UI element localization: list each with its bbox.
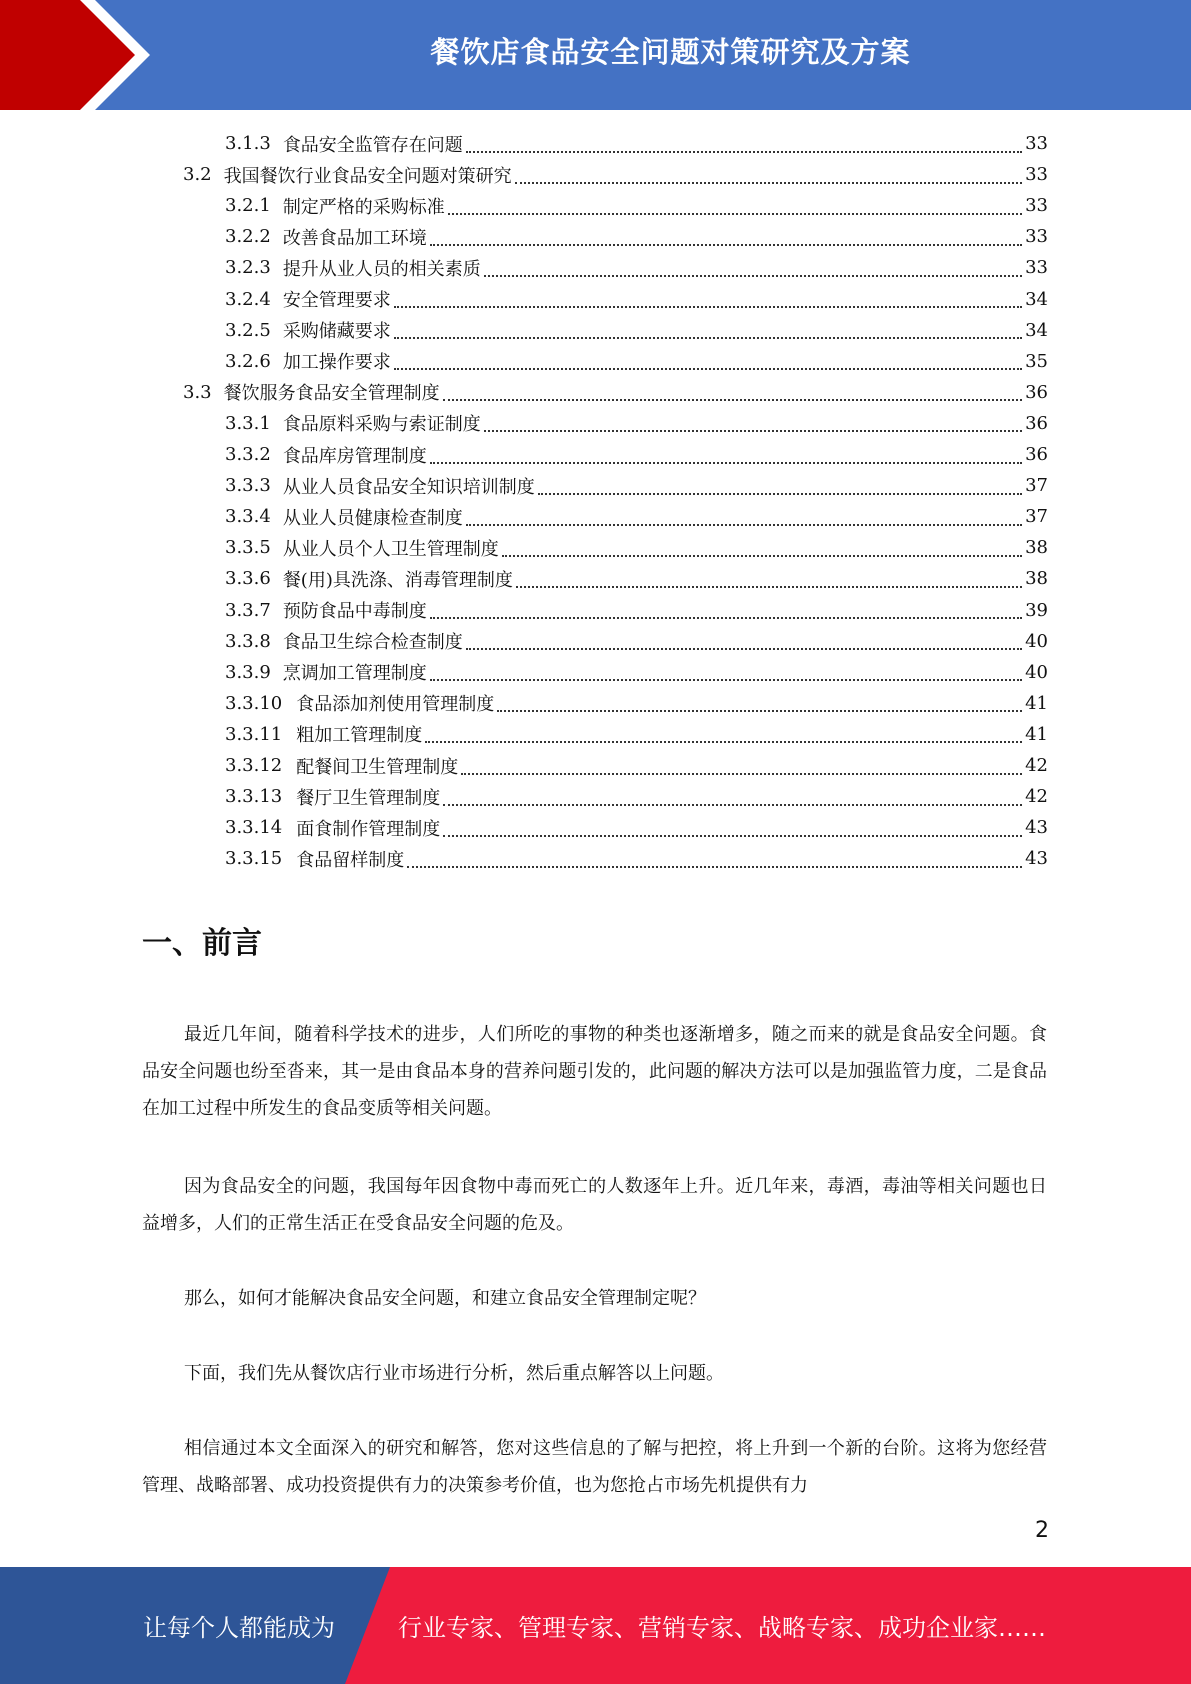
paragraph-3: 那么，如何才能解决食品安全问题，和建立食品安全管理制定呢？ <box>184 1288 706 1309</box>
toc-entry[interactable] <box>225 221 1048 252</box>
toc-leader-dots <box>443 821 1022 837</box>
toc-entry[interactable] <box>225 470 1048 501</box>
toc-entry[interactable] <box>225 501 1048 532</box>
toc-entry-page: 34 <box>1025 319 1048 341</box>
toc-leader-dots <box>466 634 1022 650</box>
toc-entry[interactable] <box>225 439 1048 470</box>
toc-entry-label: 从业人员食品安全知识培训制度 <box>282 476 535 498</box>
toc-entry-page: 33 <box>1025 226 1048 248</box>
toc-leader-dots <box>394 354 1022 370</box>
toc-leader-dots <box>430 230 1022 246</box>
toc-entry-number: 3.2.4 <box>225 288 271 310</box>
page-footer <box>0 1567 1191 1684</box>
paragraph-1: 最近几年间，随着科学技术的进步，人们所吃的事物的种类也逐渐增多，随之而来的就是食品安全问题。食品安全问题也纷至沓来，其一是由食品本身的营养问题引发的，此问题的解决方法可以是加强监管力度，二是食品在加工过程中所发生的食品变质等相关问题。 <box>142 1024 1047 1119</box>
section-heading: 一、前言 <box>142 926 262 961</box>
toc-entry-number: 3.2.3 <box>225 257 271 279</box>
toc-entry-label: 从业人员健康检查制度 <box>282 507 463 529</box>
toc-entry-number: 3.3.8 <box>225 630 271 652</box>
toc-entry[interactable] <box>225 843 1048 874</box>
toc-entry-label: 加工操作要求 <box>282 352 391 374</box>
toc-entry-number: 3.3.5 <box>225 537 271 559</box>
toc-entry-page: 42 <box>1025 786 1048 808</box>
toc-entry[interactable] <box>225 595 1048 626</box>
toc-entry-page: 43 <box>1025 848 1048 870</box>
toc-entry-page: 41 <box>1025 692 1048 714</box>
toc-entry-number: 3.3.3 <box>225 475 271 497</box>
document-title: 餐饮店食品安全问题对策研究及方案 <box>430 34 911 69</box>
toc-entry-label: 从业人员个人卫生管理制度 <box>282 538 499 560</box>
toc-entry-number: 3.3.4 <box>225 506 271 528</box>
toc-entry-page: 36 <box>1025 444 1048 465</box>
toc-entry[interactable] <box>225 563 1048 594</box>
toc-entry-page: 40 <box>1025 661 1048 683</box>
toc-entry-page: 33 <box>1025 195 1048 217</box>
toc-entry-number: 3.2.6 <box>225 350 271 372</box>
toc-entry-number: 3.2.1 <box>225 195 271 217</box>
toc-leader-dots <box>466 137 1022 153</box>
toc-entry-number: 3.3.15 <box>225 848 283 870</box>
toc-entry-page: 33 <box>1025 257 1048 279</box>
toc-leader-dots <box>516 572 1022 588</box>
toc-entry-label: 提升从业人员的相关素质 <box>282 258 481 280</box>
toc-entry-page: 39 <box>1025 599 1048 621</box>
toc-entry[interactable] <box>225 532 1048 563</box>
toc-entry-page: 35 <box>1025 350 1048 372</box>
toc-entry[interactable] <box>225 812 1048 843</box>
toc-leader-dots <box>497 696 1022 712</box>
toc-entry-number: 3.2.5 <box>225 319 271 341</box>
toc-entry[interactable] <box>225 128 1048 159</box>
toc-leader-dots <box>394 323 1022 339</box>
toc-entry-number: 3.3.14 <box>225 817 283 839</box>
toc-entry-page: 38 <box>1025 537 1048 559</box>
page-header <box>0 0 1191 110</box>
toc-entry-label: 采购储藏要求 <box>282 321 391 343</box>
toc-entry-label: 食品原料采购与索证制度 <box>282 414 481 436</box>
toc-entry[interactable] <box>225 190 1048 221</box>
toc-leader-dots <box>430 603 1022 619</box>
toc-entry-label: 配餐间卫生管理制度 <box>296 756 459 778</box>
toc-leader-dots <box>407 852 1022 868</box>
toc-entry[interactable] <box>183 377 1048 408</box>
toc-entry-number: 3.3.10 <box>225 692 283 714</box>
toc-entry-page: 43 <box>1025 817 1048 839</box>
toc-entry[interactable] <box>225 626 1048 657</box>
toc-entry-number: 3.3.7 <box>225 599 271 621</box>
toc-entry-label: 餐厅卫生管理制度 <box>296 787 441 809</box>
toc-entry[interactable] <box>225 750 1048 781</box>
toc-entry-page: 40 <box>1025 630 1048 652</box>
toc-entry-label: 食品留样制度 <box>296 849 405 871</box>
toc-entry-label: 餐(用)具洗涤、消毒管理制度 <box>282 569 513 591</box>
toc-entry-number: 3.3.2 <box>225 444 271 465</box>
toc-entry-label: 食品添加剂使用管理制度 <box>296 694 495 716</box>
toc-entry-number: 3.3.1 <box>225 412 271 434</box>
toc-entry-label: 面食制作管理制度 <box>296 818 441 840</box>
toc-entry-label: 粗加工管理制度 <box>296 725 423 747</box>
toc-entry-page: 42 <box>1025 755 1048 776</box>
toc-entry-number: 3.1.3 <box>225 133 271 154</box>
toc-entry-number: 3.3.9 <box>225 661 271 683</box>
toc-entry-number: 3.3.13 <box>225 786 283 808</box>
toc-leader-dots <box>430 448 1022 464</box>
toc-entry-page: 38 <box>1025 568 1048 590</box>
toc-entry-label: 改善食品加工环境 <box>282 227 427 249</box>
toc-entry-label: 食品安全监管存在问题 <box>282 134 463 156</box>
toc-entry-label: 烹调加工管理制度 <box>282 663 427 685</box>
toc-entry[interactable] <box>225 315 1048 346</box>
toc-entry-number: 3.3 <box>183 381 212 403</box>
toc-entry[interactable] <box>225 781 1048 812</box>
toc-leader-dots <box>515 168 1022 184</box>
toc-entry-page: 36 <box>1025 381 1048 403</box>
paragraph-4: 下面，我们先从餐饮店行业市场进行分析，然后重点解答以上问题。 <box>184 1363 724 1384</box>
toc-entry-label: 食品卫生综合检查制度 <box>282 632 463 654</box>
toc-entry-number: 3.3.6 <box>225 568 271 590</box>
toc-entry[interactable] <box>225 688 1048 719</box>
footer-slogan-left: 让每个人都能成为 <box>143 1614 335 1642</box>
toc-leader-dots <box>538 479 1022 495</box>
toc-leader-dots <box>448 199 1022 215</box>
page-number: 2 <box>1035 1518 1049 1543</box>
toc-leader-dots <box>430 665 1022 681</box>
toc-entry[interactable] <box>225 252 1048 283</box>
toc-entry-page: 34 <box>1025 288 1048 310</box>
toc-entry-label: 制定严格的采购标准 <box>282 196 445 218</box>
toc-entry-label: 食品库房管理制度 <box>282 445 427 467</box>
toc-entry[interactable] <box>225 284 1048 315</box>
toc-entry[interactable] <box>225 408 1048 439</box>
footer-slogan-right: 行业专家、管理专家、营销专家、战略专家、成功企业家…… <box>398 1614 1046 1642</box>
toc-entry-label: 预防食品中毒制度 <box>282 601 427 622</box>
toc-entry-label: 安全管理要求 <box>282 290 391 311</box>
paragraph-2: 因为食品安全的问题，我国每年因食物中毒而死亡的人数逐年上升。近几年来，毒酒，毒油等相关问题也日益增多，人们的正常生活正在受食品安全问题的危及。 <box>142 1176 1047 1234</box>
toc-entry[interactable] <box>225 719 1048 750</box>
toc-entry-page: 37 <box>1025 506 1048 528</box>
toc-entry-page: 33 <box>1025 164 1048 186</box>
header-chevron-icon <box>0 0 135 110</box>
toc-entry-number: 3.3.11 <box>225 723 283 745</box>
toc-leader-dots <box>484 416 1022 432</box>
toc-entry[interactable] <box>225 346 1048 377</box>
toc-entry-number: 3.3.12 <box>225 755 283 776</box>
toc-leader-dots <box>461 759 1022 775</box>
toc-entry[interactable] <box>183 159 1048 190</box>
toc-leader-dots <box>443 790 1022 806</box>
toc-entry-label: 餐饮服务食品安全管理制度 <box>223 383 440 405</box>
toc-leader-dots <box>466 510 1022 526</box>
toc-leader-dots <box>425 727 1022 743</box>
toc-entry-page: 41 <box>1025 723 1048 745</box>
toc-entry-page: 36 <box>1025 412 1048 434</box>
toc-entry-number: 3.2 <box>183 164 212 186</box>
toc-entry-label: 我国餐饮行业食品安全问题对策研究 <box>223 165 512 187</box>
paragraph-5: 相信通过本文全面深入的研究和解答，您对这些信息的了解与把控，将上升到一个新的台阶。这将为您经营管理、战略部署、成功投资提供有力的决策参考价值，也为您抢占市场先机提供有力 <box>142 1438 1047 1496</box>
toc-entry-number: 3.2.2 <box>225 226 271 248</box>
toc-entry-page: 37 <box>1025 475 1048 497</box>
toc-entry[interactable] <box>225 657 1048 688</box>
toc-leader-dots <box>443 385 1022 401</box>
toc-leader-dots <box>394 292 1022 308</box>
toc-entry-page: 33 <box>1025 133 1048 154</box>
toc-leader-dots <box>502 541 1022 557</box>
toc-leader-dots <box>484 261 1022 277</box>
